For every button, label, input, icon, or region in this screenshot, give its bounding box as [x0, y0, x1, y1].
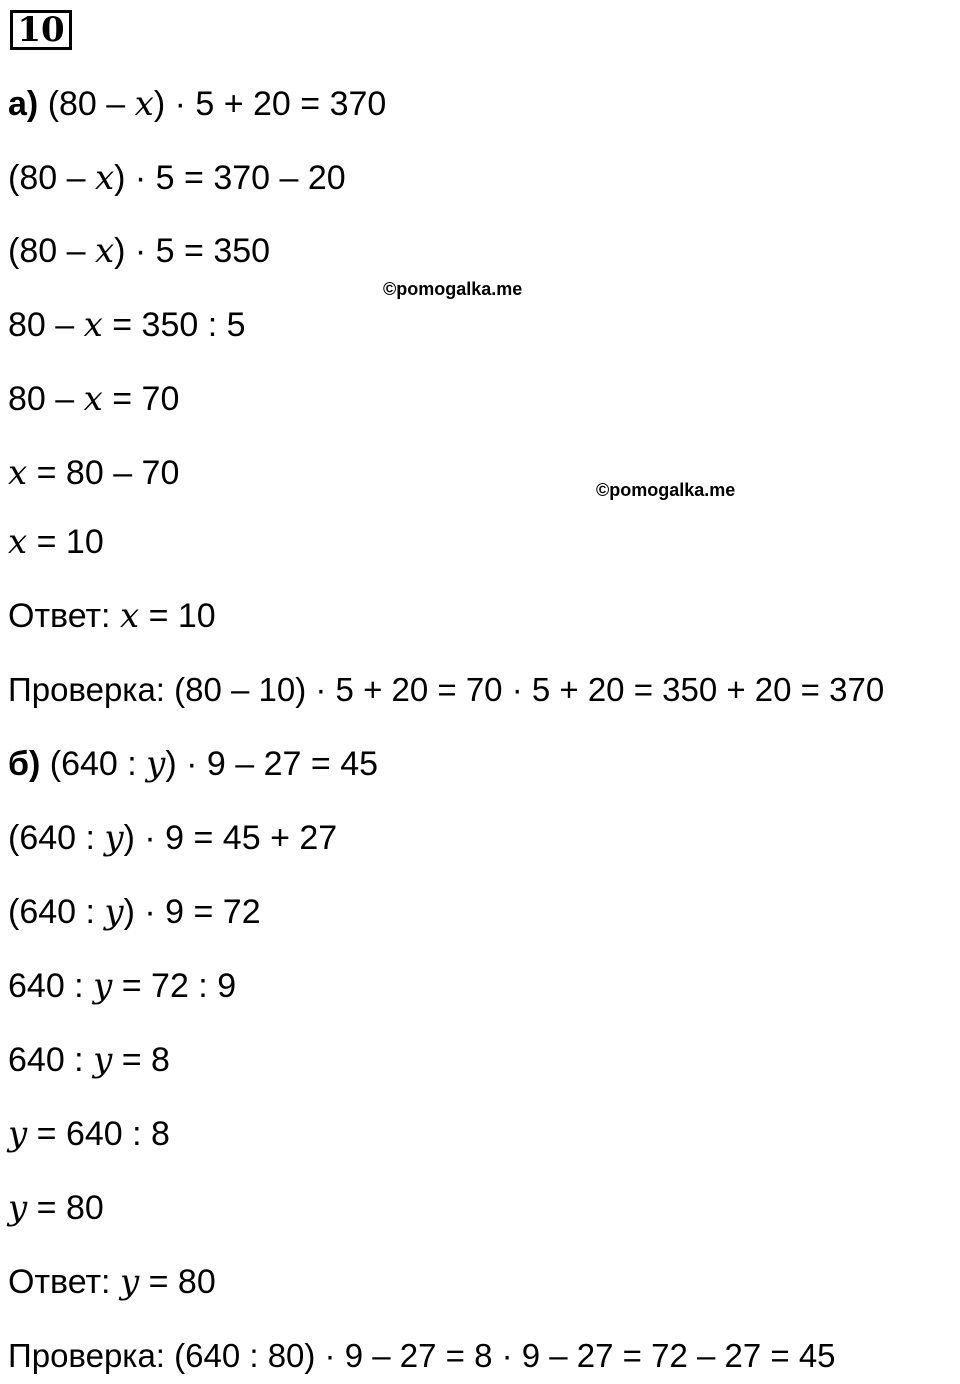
equation-line: y = 640 : 8: [8, 1114, 170, 1154]
equation-line: а) (80 – x) · 5 + 20 = 370: [8, 84, 387, 124]
variable-x: x: [83, 305, 103, 345]
equation-line: (80 – x) · 5 = 370 – 20: [8, 158, 346, 198]
equation-line: x = 80 – 70: [8, 453, 180, 493]
watermark: ©pomogalka.me: [383, 279, 523, 299]
check-line: Проверка: (80 – 10) · 5 + 20 = 70 · 5 + 20 = 350 + 20 = 370: [8, 671, 885, 708]
variable-y: y: [8, 1188, 28, 1228]
part-a-label: а): [8, 85, 39, 123]
variable-x: x: [119, 596, 140, 636]
equation-line: y = 80: [8, 1188, 104, 1228]
variable-x: x: [94, 231, 115, 271]
variable-x: x: [8, 522, 28, 562]
answer-line: Ответ: y = 80: [8, 1262, 216, 1302]
variable-y: y: [93, 966, 113, 1006]
variable-x: x: [134, 84, 154, 124]
equation-line: (640 : y) · 9 = 72: [8, 892, 261, 932]
variable-x: x: [94, 158, 115, 198]
variable-y: y: [104, 892, 124, 932]
variable-y: y: [119, 1262, 140, 1302]
equation-line: (640 : y) · 9 = 45 + 27: [8, 818, 338, 858]
equation-line: 640 : y = 72 : 9: [8, 966, 237, 1006]
variable-y: y: [8, 1114, 28, 1154]
task-number-box: 10: [10, 10, 72, 50]
part-b-label: б): [8, 745, 41, 783]
equation-line: x = 10: [8, 522, 104, 562]
variable-y: y: [146, 744, 166, 784]
variable-x: x: [8, 453, 28, 493]
check-line: Проверка: (640 : 80) · 9 – 27 = 8 · 9 – 27 = 72 – 27 = 45: [8, 1337, 836, 1374]
variable-x: x: [83, 379, 103, 419]
answer-line: Ответ: x = 10: [8, 596, 216, 636]
equation-line: 80 – x = 70: [8, 379, 180, 419]
equation-line: (80 – x) · 5 = 350: [8, 231, 271, 271]
variable-y: y: [104, 818, 124, 858]
equation-line: 80 – x = 350 : 5: [8, 305, 246, 345]
watermark: ©pomogalka.me: [596, 480, 736, 500]
equation-line: б) (640 : y) · 9 – 27 = 45: [8, 744, 379, 784]
equation-line: 640 : y = 8: [8, 1040, 170, 1080]
variable-y: y: [93, 1040, 113, 1080]
